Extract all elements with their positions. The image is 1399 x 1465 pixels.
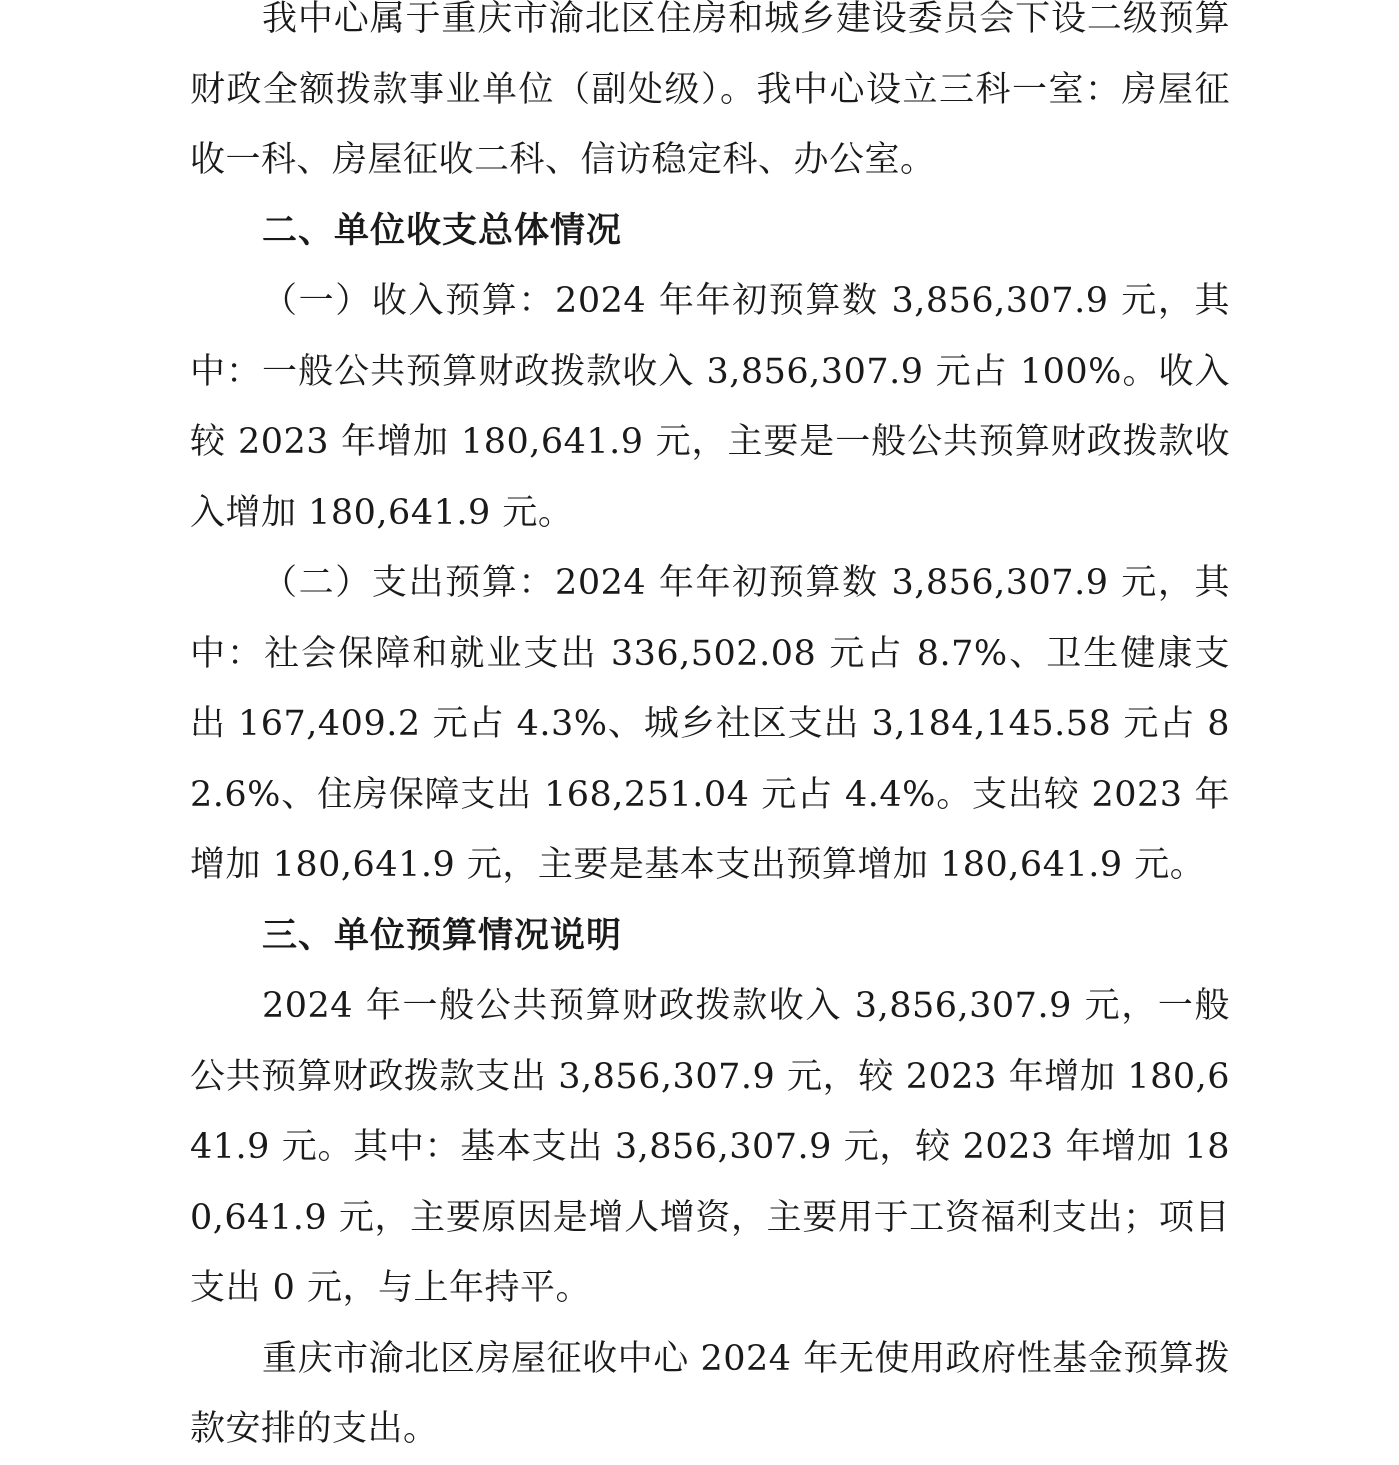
section-heading-budget-explanation: 三、单位预算情况说明 bbox=[262, 915, 623, 956]
document-page bbox=[190, 0, 1230, 1465]
government-fund-paragraph: 重庆市渝北区房屋征收中心 2024 年无使用政府性基金预算拨款安排的支出。 bbox=[190, 1338, 1230, 1449]
income-budget-paragraph: （一）收入预算：2024 年年初预算数 3,856,307.9 元，其中：一般公共预算财政拨款收入 3,856,307.9 元占 100%。收入较 2023 年增加 180,641.9 元，主要是一般公共预算财政拨款收入增加 180,641.9 元。 bbox=[190, 281, 1230, 533]
section-heading-income-expenditure: 二、单位收支总体情况 bbox=[262, 210, 623, 251]
budget-explanation-paragraph: 2024 年一般公共预算财政拨款收入 3,856,307.9 元，一般公共预算财政拨款支出 3,856,307.9 元，较 2023 年增加 180,641.9 元。其中：基本支出 3,856,307.9 元，较 2023 年增加 180,641.9 元，主要原因是增人增资，主要用于工资福利支出；项目支出 0 元，与上年持平。 bbox=[190, 986, 1230, 1308]
expenditure-budget-paragraph: （二）支出预算：2024 年年初预算数 3,856,307.9 元，其中：社会保障和就业支出 336,502.08 元占 8.7%、卫生健康支出 167,409.2 元占 4.3%、城乡社区支出 3,184,145.58 元占 82.6%、住房保障支出 168,251.04 元占 4.4%。支出较 2023 年增加 180,641.9 元，主要是基本支出预算增加 180,641.9 元。 bbox=[190, 563, 1230, 885]
intro-paragraph: 我中心属于重庆市渝北区住房和城乡建设委员会下设二级预算财政全额拨款事业单位（副处级）。我中心设立三科一室：房屋征收一科、房屋征收二科、信访稳定科、办公室。 bbox=[190, 0, 1230, 180]
